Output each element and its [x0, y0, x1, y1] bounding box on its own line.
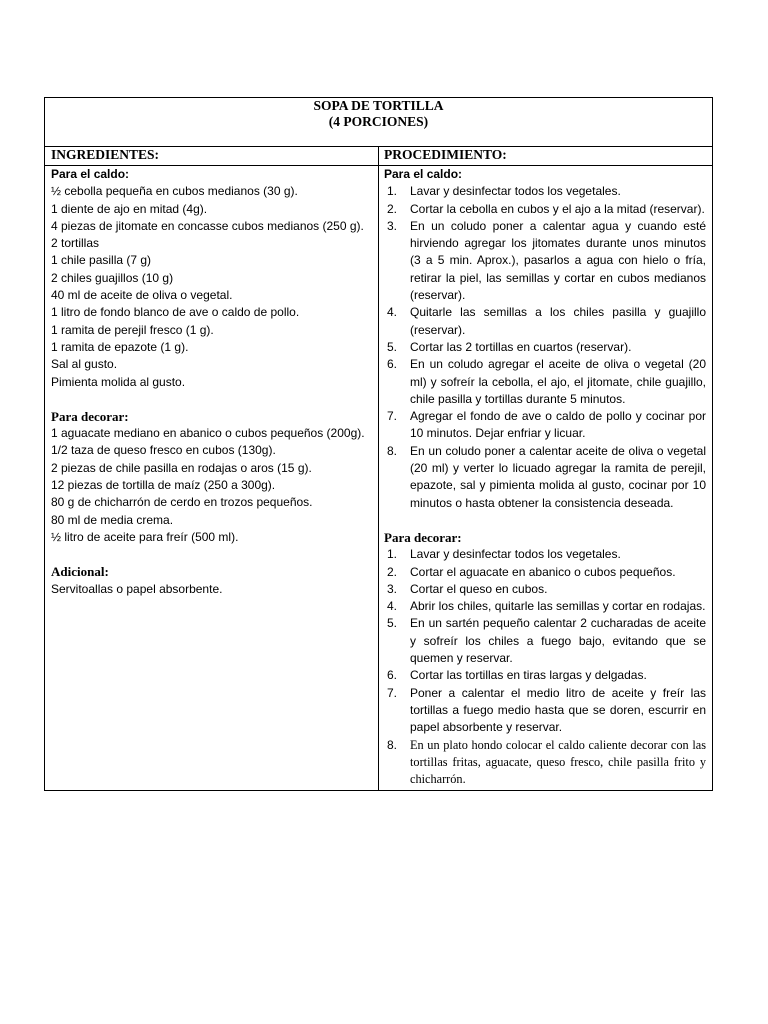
ingredient-item: 2 piezas de chile pasilla en rodajas o aros (15 g).	[51, 460, 312, 475]
procedure-step	[384, 737, 706, 789]
step-text: Cortar el queso en cubos.	[410, 581, 548, 596]
step-number: 7.	[387, 685, 398, 700]
ingredients-adicional-list	[51, 581, 373, 598]
ingredient-item: Servitoallas o papel absorbente.	[51, 581, 223, 596]
ingredient-item: ½ litro de aceite para freír (500 ml).	[51, 529, 239, 544]
step-text: En un sartén pequeño calentar 2 cucharadas de aceite y sofreír los chiles a fuego bajo, evitando que se quemen y reservar.	[410, 616, 706, 666]
procedure-column	[379, 166, 713, 791]
step-number: 3.	[387, 581, 398, 596]
step-text: Abrir los chiles, quitarle las semillas y cortar en rodajas.	[410, 599, 706, 614]
procedure-caldo-steps	[384, 183, 706, 512]
step-number: 5.	[387, 339, 398, 354]
procedure-step	[384, 615, 706, 667]
step-text: En un plato hondo colocar el caldo caliente decorar con las tortillas fritas, aguacate, queso fresco, chile pasilla frito y chicharrón.	[410, 737, 706, 787]
procedure-header: PROCEDIMIENTO:	[379, 147, 713, 166]
step-number: 7.	[387, 409, 398, 424]
step-number: 4.	[387, 599, 398, 614]
step-number: 5.	[387, 616, 398, 631]
step-number: 2.	[387, 564, 398, 579]
step-number: 8.	[387, 443, 398, 458]
step-number: 4.	[387, 305, 398, 320]
ingredients-header: INGREDIENTES:	[45, 147, 379, 166]
step-number: 2.	[387, 201, 398, 216]
ingredients-caldo-list	[51, 183, 373, 391]
procedure-step	[384, 685, 706, 737]
procedure-step	[384, 667, 706, 684]
procedure-step	[384, 201, 706, 218]
procedure-step	[384, 339, 706, 356]
step-text: En un coludo poner a calentar agua y cuando esté hirviendo agregar los jitomates durante unos minutos (3 a 5 min. Aprox.), pasarlos a agua con hielo o fría, retirar la piel, las semillas y cortar en cubos medianos (reservar).	[410, 218, 706, 303]
step-number: 6.	[387, 668, 398, 683]
ingredient-item: 80 g de chicharrón de cerdo en trozos pequeños.	[51, 495, 313, 510]
ingredient-item: 12 piezas de tortilla de maíz (250 a 300g).	[51, 478, 276, 493]
ingredient-item: Pimienta molida al gusto.	[51, 374, 186, 389]
ingredients-caldo-title: Para el caldo:	[51, 167, 130, 181]
step-number: 8.	[387, 737, 398, 752]
step-text: En un coludo agregar el aceite de oliva o vegetal (20 ml) y sofreír la cebolla, el ajo, el jitomate, chile guajillo, chile pasilla y tortillas durante 5 minutos.	[410, 357, 706, 406]
step-number: 3.	[387, 218, 398, 233]
step-text: Cortar la cebolla en cubos y el ajo a la mitad (reservar).	[410, 201, 705, 216]
procedure-decorar-steps	[384, 546, 706, 788]
procedure-step	[384, 581, 706, 598]
ingredient-item: 1 chile pasilla (7 g)	[51, 253, 152, 268]
step-text: Cortar las tortillas en tiras largas y delgadas.	[410, 668, 647, 683]
ingredients-column	[45, 166, 379, 791]
step-text: Agregar el fondo de ave o caldo de pollo y cocinar por 10 minutos. Dejar enfriar y licuar.	[410, 409, 706, 441]
ingredient-item: 1 ramita de epazote (1 g).	[51, 339, 189, 354]
content-row	[45, 166, 713, 791]
recipe-portions: (4 PORCIONES)	[328, 114, 429, 129]
ingredient-item: 2 tortillas	[51, 236, 100, 251]
ingredients-decorar-list	[51, 425, 373, 546]
ingredient-item: 1 litro de fondo blanco de ave o caldo de pollo.	[51, 305, 300, 320]
spacer	[51, 391, 373, 408]
procedure-caldo-title: Para el caldo:	[384, 167, 463, 181]
ingredients-adicional-title: Adicional:	[51, 564, 109, 580]
step-number: 1.	[387, 184, 398, 199]
ingredient-item: 80 ml de media crema.	[51, 512, 174, 527]
ingredient-item: 1 ramita de perejil fresco (1 g).	[51, 322, 214, 337]
ingredient-item: 40 ml de aceite de oliva o vegetal.	[51, 288, 233, 303]
step-text: En un coludo poner a calentar aceite de oliva o vegetal (20 ml) y verter lo licuado agregar la ramita de perejil, epazote, sal y pimienta molida al gusto, cocinar por 10 minutos o hasta obtener la consistencia deseada.	[410, 443, 706, 510]
ingredient-item: 1 diente de ajo en mitad (4g).	[51, 201, 208, 216]
procedure-step	[384, 183, 706, 200]
procedure-step	[384, 598, 706, 615]
ingredients-decorar-title: Para decorar:	[51, 408, 129, 424]
ingredient-item: 4 piezas de jitomate en concasse cubos medianos (250 g).	[51, 218, 364, 233]
spacer	[384, 512, 706, 529]
ingredient-item: 1 aguacate mediano en abanico o cubos pequeños (200g).	[51, 426, 365, 441]
procedure-step	[384, 443, 706, 512]
procedure-step	[384, 546, 706, 563]
step-text: Cortar el aguacate en abanico o cubos pequeños.	[410, 564, 676, 579]
ingredient-item: 2 chiles guajillos (10 g)	[51, 270, 174, 285]
step-text: Lavar y desinfectar todos los vegetales.	[410, 547, 621, 562]
ingredient-item: ½ cebolla pequeña en cubos medianos (30 g).	[51, 184, 298, 199]
step-text: Poner a calentar el medio litro de aceite y freír las tortillas a fuego medio hasta que se doren, escurrir en papel absorbente y reservar.	[410, 685, 706, 735]
recipe-title: SOPA DE TORTILLA	[313, 98, 444, 113]
step-text: Quitarle las semillas a los chiles pasilla y guajillo (reservar).	[410, 305, 706, 337]
header-row	[45, 147, 713, 166]
recipe-table	[44, 97, 713, 791]
ingredient-item: Sal al gusto.	[51, 357, 118, 372]
procedure-decorar-title: Para decorar:	[384, 529, 462, 545]
step-text: Lavar y desinfectar todos los vegetales.	[410, 184, 621, 199]
title-row	[45, 98, 713, 147]
spacer	[51, 546, 373, 563]
procedure-step	[384, 408, 706, 443]
procedure-step	[384, 304, 706, 339]
step-text: Cortar las 2 tortillas en cuartos (reservar).	[410, 339, 632, 354]
procedure-step	[384, 356, 706, 408]
procedure-step	[384, 218, 706, 304]
step-number: 1.	[387, 547, 398, 562]
step-number: 6.	[387, 357, 398, 372]
title-cell	[45, 98, 713, 147]
procedure-step	[384, 564, 706, 581]
ingredient-item: 1/2 taza de queso fresco en cubos (130g).	[51, 443, 276, 458]
